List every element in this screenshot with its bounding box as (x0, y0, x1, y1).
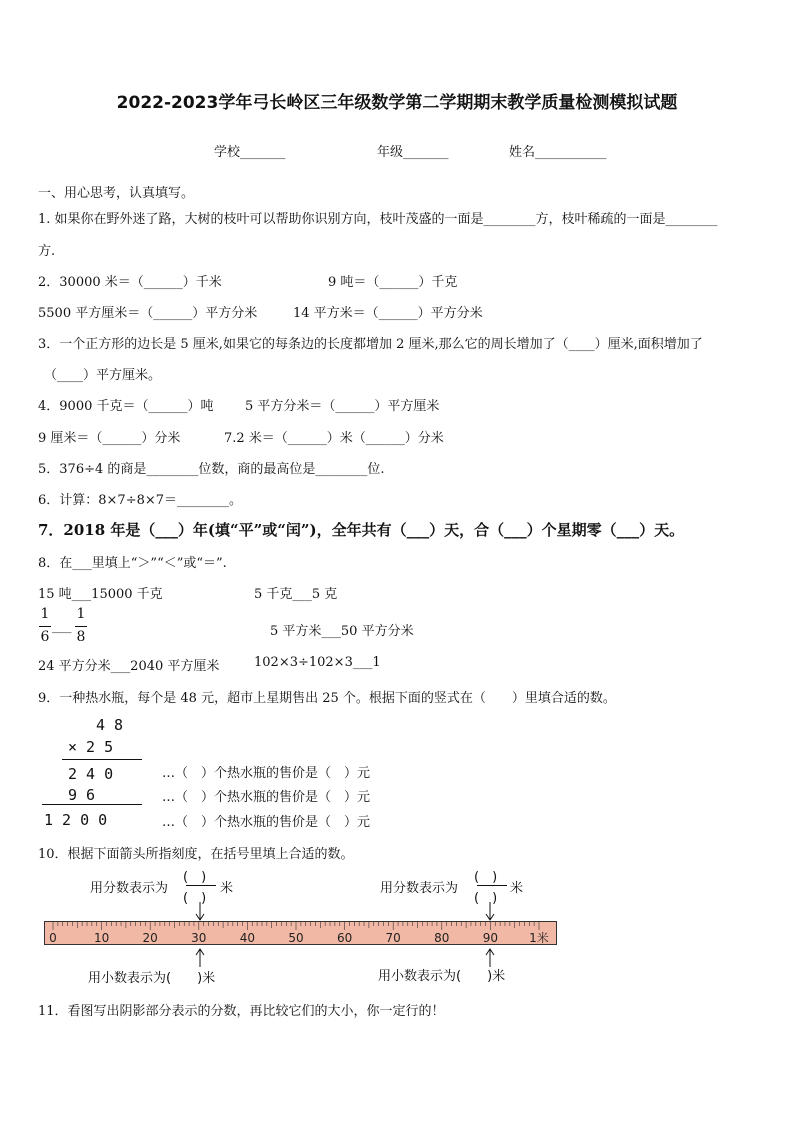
school-field: 学校_______ (214, 145, 286, 160)
q3-line1: 3．一个正方形的边长是 5 厘米,如果它的每条边的长度都增加 2 厘米,那么它的周长增加了（____）厘米,面积增加了 (38, 337, 703, 352)
ruler (44, 921, 557, 945)
frac-right-bar (75, 626, 87, 627)
vm-label1: …（ ）个热水瓶的售价是（ ）元 (162, 766, 371, 781)
vm-label3: …（ ）个热水瓶的售价是（ ）元 (162, 815, 371, 830)
paren-top-right: ( ) (474, 870, 498, 885)
ruler-label: 70 (385, 931, 401, 945)
q1-line1: 1. 如果你在野外迷了路，大树的枝叶可以帮助你识别方向，枝叶茂盛的一面是________方，枝叶稀疏的一面是________ (38, 212, 718, 227)
q4-a: 4．9000 千克＝（______）吨 (38, 399, 214, 414)
q2-c: 5500 平方厘米＝（______）平方分米 (38, 306, 258, 321)
page-title: 2022-2023学年弓长岭区三年级数学第二学期期末教学质量检测模拟试题 (116, 93, 678, 113)
vm-row1: 4 8 (96, 716, 124, 734)
q5: 5．376÷4 的商是________位数，商的最高位是________位. (38, 462, 385, 477)
q1-line2: 方. (38, 244, 56, 259)
q2-d: 14 平方米＝（______）平方分米 (293, 306, 483, 321)
vm-row4: 9 6 (68, 786, 96, 804)
ruler-label: 0 (49, 931, 57, 945)
paren-bot-left: ( ) (183, 891, 207, 906)
ruler-label: 50 (288, 931, 304, 945)
down-arrow-icon (480, 902, 500, 922)
dec-label-left: 用小数表示为( )米 (88, 971, 216, 986)
unit-left: 米 (220, 881, 234, 896)
ruler-label: 90 (482, 931, 499, 945)
q4-d: 7.2 米＝（______）米（______）分米 (224, 431, 444, 446)
q8-intro: 8．在___里填上“＞”“＜”或“＝”. (38, 556, 227, 571)
q8-c: 5 平方米___50 平方分米 (270, 624, 414, 639)
name-field: 姓名___________ (509, 145, 607, 160)
vm-row5: 1 2 0 0 (44, 811, 108, 829)
grade-field: 年级_______ (377, 145, 449, 160)
up-arrow-icon (190, 947, 210, 967)
ruler-label: 60 (336, 931, 353, 945)
q4-c: 9 厘米＝（______）分米 (38, 431, 181, 446)
paren-top-left: ( ) (183, 870, 207, 885)
frac-label-left: 用分数表示为 (90, 881, 169, 896)
vm-label2: …（ ）个热水瓶的售价是（ ）元 (162, 790, 371, 805)
ruler-ticks (45, 922, 558, 946)
ruler-label: 40 (239, 931, 256, 945)
q2-b: 9 吨＝（______）千克 (328, 275, 458, 290)
frac-blank: ___ (52, 619, 72, 634)
fracbar-right (477, 885, 507, 886)
vm-row2: × 2 5 (68, 738, 114, 756)
vm-line1 (62, 759, 142, 760)
q6: 6．计算：8×7÷8×7＝________。 (38, 493, 243, 508)
q11: 11．看图写出阴影部分表示的分数，再比较它们的大小，你一定行的！ (38, 1004, 445, 1019)
unit-right: 米 (510, 881, 524, 896)
vm-line2 (42, 804, 142, 805)
ruler-label: 30 (191, 931, 207, 945)
q8-a: 15 吨___15000 千克 (38, 587, 163, 602)
q9-text: 9．一种热水瓶，每个是 48 元，超市上星期售出 25 个。根据下面的竖式在（ ）里填合适的数。 (38, 691, 616, 706)
section-heading: 一、用心思考，认真填写。 (38, 186, 195, 201)
ruler-label: 10 (93, 931, 110, 945)
ruler-label: 1米 (529, 931, 549, 945)
vm-row3: 2 4 0 (68, 765, 114, 783)
ruler-label: 80 (434, 931, 450, 945)
q10-text: 10．根据下面箭头所指刻度，在括号里填上合适的数。 (38, 847, 354, 862)
q8-e: 102×3÷102×3___1 (254, 655, 381, 670)
up-arrow-icon (480, 947, 500, 967)
q8-b: 5 千克___5 克 (254, 587, 338, 602)
frac-left-den: 6 (40, 629, 50, 645)
frac-left-bar (39, 626, 51, 627)
paren-bot-right: ( ) (474, 891, 498, 906)
dec-label-right: 用小数表示为( )米 (378, 969, 506, 984)
fracbar-left (186, 885, 216, 886)
ruler-label: 20 (142, 931, 158, 945)
q2-a: 2．30000 米＝（______）千米 (38, 275, 222, 290)
frac-label-right: 用分数表示为 (380, 881, 459, 896)
q7: 7．2018 年是（___）年(填“平”或“闰”)，全年共有（___）天，合（___）个星期零（___）天。 (38, 521, 685, 539)
frac-right-den: 8 (76, 629, 86, 645)
frac-right-num: 1 (76, 606, 86, 622)
down-arrow-icon (190, 902, 210, 922)
q3-line2: （____）平方厘米。 (44, 368, 162, 383)
q8-d: 24 平方分米___2040 平方厘米 (38, 659, 220, 674)
q4-b: 5 平方分米＝（______）平方厘米 (245, 399, 440, 414)
frac-left-num: 1 (40, 606, 50, 622)
